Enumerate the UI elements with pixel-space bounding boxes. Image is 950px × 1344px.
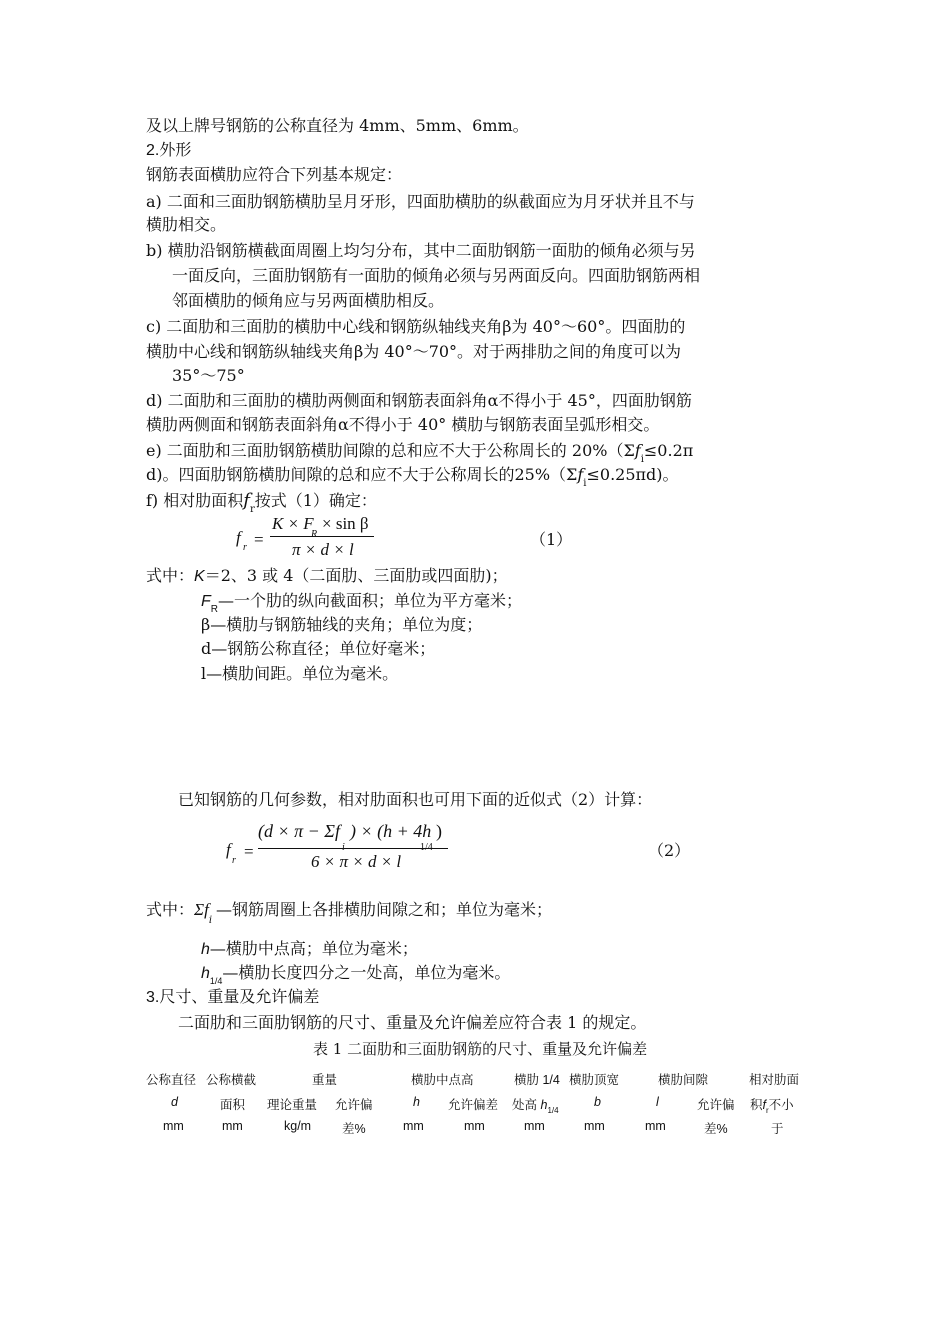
fraction-bar <box>270 536 374 537</box>
table-header-cell: 差% <box>342 1122 366 1136</box>
table-header-cell: 公称直径 <box>146 1073 197 1087</box>
text-line: 35°～75° <box>172 366 245 385</box>
table-header-cell: kg/m <box>284 1119 312 1133</box>
equation-number: （1） <box>530 530 573 549</box>
text-line: $h_{1/4}—$横肋长度四分之一处高，单位为毫米。 <box>201 963 511 986</box>
table-header-cell: mm <box>163 1119 184 1133</box>
table-header-cell: 重量 <box>312 1073 338 1087</box>
table-header-cell: mm <box>524 1119 545 1133</box>
text-line: 一面反向，三面肋钢筋有一面肋的倾角必须与另两面反向。四面肋钢筋两相 <box>172 266 701 285</box>
equation-number: （2） <box>648 841 691 860</box>
text-line: 横肋中心线和钢筋纵轴线夹角β为 40°～70°。对于两排肋之间的角度可以为 <box>146 342 682 361</box>
text-line: 式中：K＝2、3 或 4（二面肋、三面肋或四面肋)； <box>146 566 508 585</box>
table-header-cell: l <box>656 1095 659 1109</box>
text-line: d—钢筋公称直径；单位好毫米； <box>201 639 436 658</box>
table-header-cell: 横肋顶宽 <box>569 1073 620 1087</box>
section-heading: 2.外形 <box>146 142 192 159</box>
table-header-cell: 相对肋面 <box>749 1073 800 1087</box>
table-header-cell: 理论重量 <box>267 1098 318 1112</box>
table-header-cell: 于 <box>771 1122 784 1136</box>
text-line: 横肋两侧面和钢筋表面斜角α不得小于 40° 横肋与钢筋表面呈弧形相交。 <box>146 415 660 434</box>
section-heading: 3.尺寸、重量及允许偏差 <box>146 989 320 1006</box>
list-item: e) 二面肋和三面肋钢筋横肋间隙的总和应不大于公称周长的 $20\%(\Sigma f_i\le 0.2\pi$ <box>146 441 694 465</box>
text-line: d)。四面肋钢筋横肋间隙的总和应不大于公称周长的$25\%(\Sigma f_i\le 0.25\pi d)$。 <box>146 465 679 489</box>
table-header-cell: 允许偏 <box>335 1098 373 1112</box>
table-caption: 表 1 二面肋和三面肋钢筋的尺寸、重量及允许偏差 <box>313 1040 648 1058</box>
text-line: 已知钢筋的几何参数，相对肋面积也可用下面的近似式（2）计算： <box>178 790 653 809</box>
text-line: l—横肋间距。单位为毫米。 <box>201 664 399 683</box>
table-header-cell: 公称横截 <box>206 1073 257 1087</box>
table-header-cell: h <box>413 1095 420 1109</box>
list-item: f) 相对肋面积$f_r$按式（1）确定： <box>146 490 377 515</box>
text-line: 邻面横肋的倾角应与另两面横肋相反。 <box>172 291 445 310</box>
text-line: 式中：$\Sigma f_i—$钢筋周圈上各排横肋间隙之和；单位为毫米； <box>146 900 553 926</box>
table-header-cell: 处高 $h_{1/4}$ <box>512 1098 559 1115</box>
document-page: 及以上牌号钢筋的公称直径为 4mm、5mm、6mm。 2.外形 钢筋表面横肋应符合下列基本规定： a) 二面和三面肋钢筋横肋呈月牙形，四面肋横肋的纵截面应为月牙状并且不与 横肋相交。 b) 横肋沿钢筋横截面周圈上均匀分布，其中二面肋钢筋一面肋的倾角必须与另 一面反向，三面肋钢筋有一面肋的倾角必须与另两面反向。四面肋钢筋两相 邻面横肋的倾角应与另两面横肋相反。 c) 二面肋和三面肋的横肋中心线和钢筋纵轴线夹角β为 40°～60°。四面肋的 横肋中心线和钢筋纵轴线夹角β为 40°～70°。对于两排肋之间的角度可以为 35°～75° d) 二面肋和三面肋的横肋两侧面和钢筋表面斜角α不得小于 45°，四面肋钢筋 横肋两侧面和钢筋表面斜角α不得小于 40° 横肋与钢筋表面呈弧形相交。 e) 二面肋和三面肋钢筋横肋间隙的总和应不大于公称周长的 $20\%(\Sigma f_i\le 0.2\pi$ d)。四面肋钢筋横肋间隙的总和应不大于公称周长的$25\%(\Sigma f_i\le 0.25\pi d)$。 f) 相对肋面积$f_r$按式（1）确定： f r = K × F R × sin β π × d × l （1） 式中：K＝2、3 或 4（二面肋、三面肋或四面肋)； $F_R—$一个肋的纵向截面积；单位为平方毫米； β—横肋与钢筋轴线的夹角；单位为度； d—钢筋公称直径；单位好毫米； l—横肋间距。单位为毫米。 已知钢筋的几何参数，相对肋面积也可用下面的近似式（2）计算： f r = (d × π − Σf i ) × (h + 4h 1/4 ) 6 × π × d × l （2） 式中：$\Sigma f_i—$钢筋周圈上各排横肋间隙之和；单位为毫米； h—横肋中点高；单位为毫米； $h_{1/4}—$横肋长度四分之一处高，单位为毫米。 3.尺寸、重量及允许偏差 二面肋和三面肋钢筋的尺寸、重量及允许偏差应符合表 1 的规定。 表 1 二面肋和三面肋钢筋的尺寸、重量及允许偏差 公称直径 公称横截 重量 横肋中点高 横肋 1/4 横肋顶宽 横肋间隙 相对肋面 d 面积 理论重量 允许偏 h 允许偏差 处高 $h_{1/4}$ b l 允许偏 积$f_r$不小 mm mm kg/m 差% mm mm mm mm mm 差% 于 <box>146 116 800 1136</box>
list-item: b) 横肋沿钢筋横截面周圈上均匀分布，其中二面肋钢筋一面肋的倾角必须与另 <box>146 241 696 260</box>
text-line: 二面肋和三面肋钢筋的尺寸、重量及允许偏差应符合表 1 的规定。 <box>178 1013 647 1032</box>
table-header-cell: mm <box>584 1119 605 1133</box>
table-header-cell: mm <box>645 1119 666 1133</box>
table-header-cell: 允许偏 <box>697 1098 735 1112</box>
list-item: c) 二面肋和三面肋的横肋中心线和钢筋纵轴线夹角β为 40°～60°。四面肋的 <box>146 317 686 336</box>
text-line: h—横肋中点高；单位为毫米； <box>201 939 418 958</box>
text-line: 钢筋表面横肋应符合下列基本规定： <box>146 165 403 184</box>
table-header-cell: 横肋中点高 <box>411 1073 474 1087</box>
text-line: $F_R—$一个肋的纵向截面积；单位为平方毫米； <box>201 591 523 615</box>
table-header-cell: 横肋间隙 <box>658 1073 709 1087</box>
table-header-cell: b <box>594 1095 601 1109</box>
table-header-cell: 差% <box>704 1122 728 1136</box>
table-header-cell: 横肋 1/4 <box>514 1073 560 1087</box>
text-line: 横肋相交。 <box>146 215 227 234</box>
table-header-cell: mm <box>222 1119 243 1133</box>
text-line: 及以上牌号钢筋的公称直径为 4mm、5mm、6mm。 <box>146 116 529 135</box>
table-header-cell: 允许偏差 <box>448 1098 499 1112</box>
list-item: d) 二面肋和三面肋的横肋两侧面和钢筋表面斜角α不得小于 45°，四面肋钢筋 <box>146 391 692 410</box>
table-header-cell: 面积 <box>220 1098 246 1112</box>
table-header-cell: mm <box>464 1119 485 1133</box>
table-header-cell: 积$f_r$不小 <box>750 1098 794 1115</box>
list-item: a) 二面和三面肋钢筋横肋呈月牙形，四面肋横肋的纵截面应为月牙状并且不与 <box>146 192 695 211</box>
text-line: β—横肋与钢筋轴线的夹角；单位为度； <box>201 615 483 634</box>
fraction-bar <box>258 848 448 849</box>
table-header-cell: d <box>171 1095 178 1109</box>
table-header-cell: mm <box>403 1119 424 1133</box>
